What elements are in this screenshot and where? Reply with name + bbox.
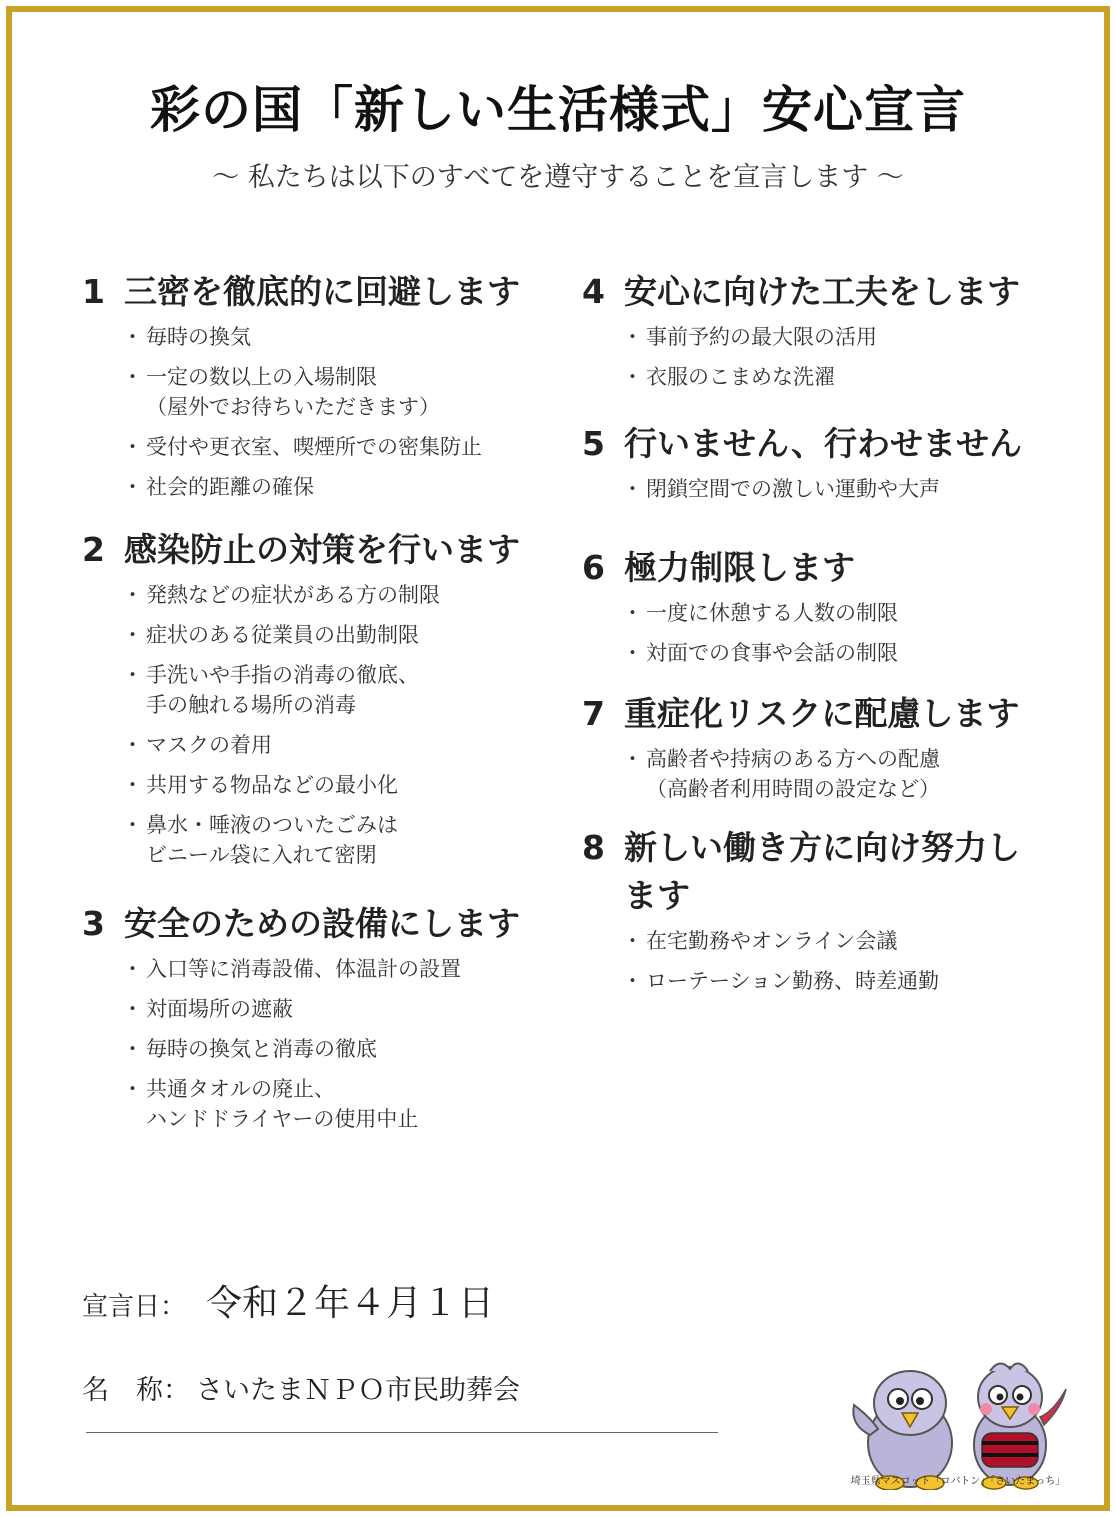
list-item-text: ・ 高齢者や持病のある方への配慮	[646, 747, 940, 771]
section-number: 7	[582, 694, 605, 733]
list-item-text: ・ 症状のある従業員の出勤制限	[146, 623, 419, 647]
list-item-text: ・ 事前予約の最大限の活用	[646, 325, 877, 349]
section-number: 3	[82, 904, 105, 943]
section-title: 三密を徹底的に回避します	[124, 272, 520, 311]
section-number: 6	[582, 548, 605, 587]
bullet-list	[82, 580, 552, 870]
list-item-text: （屋外でお待ちいただきます）	[146, 395, 440, 419]
list-item-text: ・ 入口等に消毒設備、体温計の設置	[146, 957, 461, 981]
organization-name-value: さいたまＮＰＯ市民助葬会	[196, 1375, 520, 1406]
list-item-text: ・ 在宅勤務やオンライン会議	[646, 929, 898, 953]
list-item-text: ・ マスクの着用	[146, 733, 272, 757]
list-item-text: ・ 受付や更衣室、喫煙所での密集防止	[146, 435, 482, 459]
list-item-text: ・ ローテーション勤務、時差通勤	[646, 969, 940, 993]
declaration-date-label: 宣言日：	[82, 1292, 187, 1322]
list-item-text: ・ 閉鎖空間での激しい運動や大声	[646, 477, 940, 501]
list-item	[128, 1074, 552, 1134]
section-heading	[582, 824, 1052, 920]
list-item-text: ・ 衣服のこまめな洗濯	[646, 365, 835, 389]
list-item	[628, 322, 1052, 352]
list-item-text: ・ 一度に休憩する人数の制限	[646, 601, 898, 625]
list-item	[628, 744, 1052, 804]
section-heading	[82, 526, 552, 574]
list-item-text: （高齢者利用時間の設定など）	[646, 777, 940, 801]
page-subtitle: ～ 私たちは以下のすべてを遵守することを宣言します ～	[212, 162, 904, 193]
section-title: 安心に向けた工夫をします	[624, 272, 1020, 311]
bullet-list	[582, 322, 1052, 392]
list-item	[128, 322, 552, 352]
section-heading	[582, 268, 1052, 316]
list-item	[128, 472, 552, 502]
list-item	[628, 474, 1052, 504]
list-item	[628, 966, 1052, 996]
section-number: 4	[582, 272, 605, 311]
list-item	[128, 730, 552, 760]
list-item	[128, 660, 552, 720]
bullet-list	[82, 954, 552, 1134]
list-item	[128, 1034, 552, 1064]
list-item-text: ・ 共通タオルの廃止、	[146, 1077, 335, 1101]
bullet-list	[582, 744, 1052, 804]
section-heading	[582, 690, 1052, 738]
section-title: 重症化リスクに配慮します	[624, 694, 1020, 733]
page-title: 彩の国「新しい生活様式」安心宣言	[150, 81, 966, 139]
list-item-text: ・ 鼻水・唾液のついたごみは	[146, 813, 398, 837]
list-item-text: ・ 一定の数以上の入場制限	[146, 365, 377, 389]
section-2	[82, 526, 552, 870]
section-heading	[582, 420, 1052, 468]
section-number: 8	[582, 828, 605, 867]
list-item	[128, 994, 552, 1024]
section-heading	[82, 268, 552, 316]
declaration-date-value: 令和２年４月１日	[206, 1283, 495, 1324]
section-number: 2	[82, 530, 105, 569]
section-title: 極力制限します	[624, 548, 855, 587]
organization-name-label: 名 称：	[82, 1375, 190, 1406]
list-item-text: ・ 対面での食事や会話の制限	[646, 641, 898, 665]
saitamacchi-mascot	[974, 1363, 1066, 1489]
signature-line	[86, 1432, 718, 1433]
left-column	[82, 268, 552, 1144]
declaration-date-row	[82, 1275, 494, 1326]
section-number: 5	[582, 424, 605, 463]
bullet-list	[82, 322, 552, 502]
mascot-caption: 埼玉県マスコット「コバトン」「さいたまっち」	[850, 1476, 1066, 1487]
section-number: 1	[82, 272, 105, 311]
section-title: 行いません、行わせません	[624, 424, 1022, 463]
list-item-text: ・ 毎時の換気と消毒の徹底	[146, 1037, 377, 1061]
mascot-illustration	[840, 1355, 1080, 1490]
list-item	[628, 638, 1052, 668]
bullet-list	[582, 926, 1052, 996]
list-item	[628, 598, 1052, 628]
section-5	[582, 420, 1052, 504]
list-item-text: ・ 共用する物品などの最小化	[146, 773, 398, 797]
list-item-text: ハンドドライヤーの使用中止	[146, 1107, 419, 1131]
bullet-list	[582, 474, 1052, 504]
list-item-text: ビニール袋に入れて密閉	[146, 843, 377, 867]
list-item	[128, 432, 552, 462]
list-item-text: ・ 対面場所の遮蔽	[146, 997, 293, 1021]
list-item	[128, 810, 552, 870]
section-title: 感染防止の対策を行います	[124, 530, 520, 569]
list-item	[128, 580, 552, 610]
organization-name-row	[82, 1368, 520, 1407]
right-column	[582, 268, 1052, 1006]
section-7	[582, 690, 1052, 804]
section-title: 新しい働き方に向け努力します	[624, 828, 1020, 915]
list-item-text: 手の触れる場所の消毒	[146, 693, 356, 717]
list-item	[128, 770, 552, 800]
section-3	[82, 900, 552, 1134]
list-item	[128, 362, 552, 422]
section-heading	[582, 544, 1052, 592]
section-title: 安全のための設備にします	[124, 904, 520, 943]
list-item-text: ・ 発熱などの症状がある方の制限	[146, 583, 440, 607]
section-1	[82, 268, 552, 502]
list-item-text: ・ 手洗いや手指の消毒の徹底、	[146, 663, 419, 687]
section-6	[582, 544, 1052, 668]
section-heading	[82, 900, 552, 948]
list-item-text: ・ 社会的距離の確保	[146, 475, 314, 499]
list-item	[628, 362, 1052, 392]
bullet-list	[582, 598, 1052, 668]
section-4	[582, 268, 1052, 392]
list-item	[128, 954, 552, 984]
section-8	[582, 824, 1052, 996]
list-item	[128, 620, 552, 650]
list-item-text: ・ 毎時の換気	[146, 325, 251, 349]
list-item	[628, 926, 1052, 956]
